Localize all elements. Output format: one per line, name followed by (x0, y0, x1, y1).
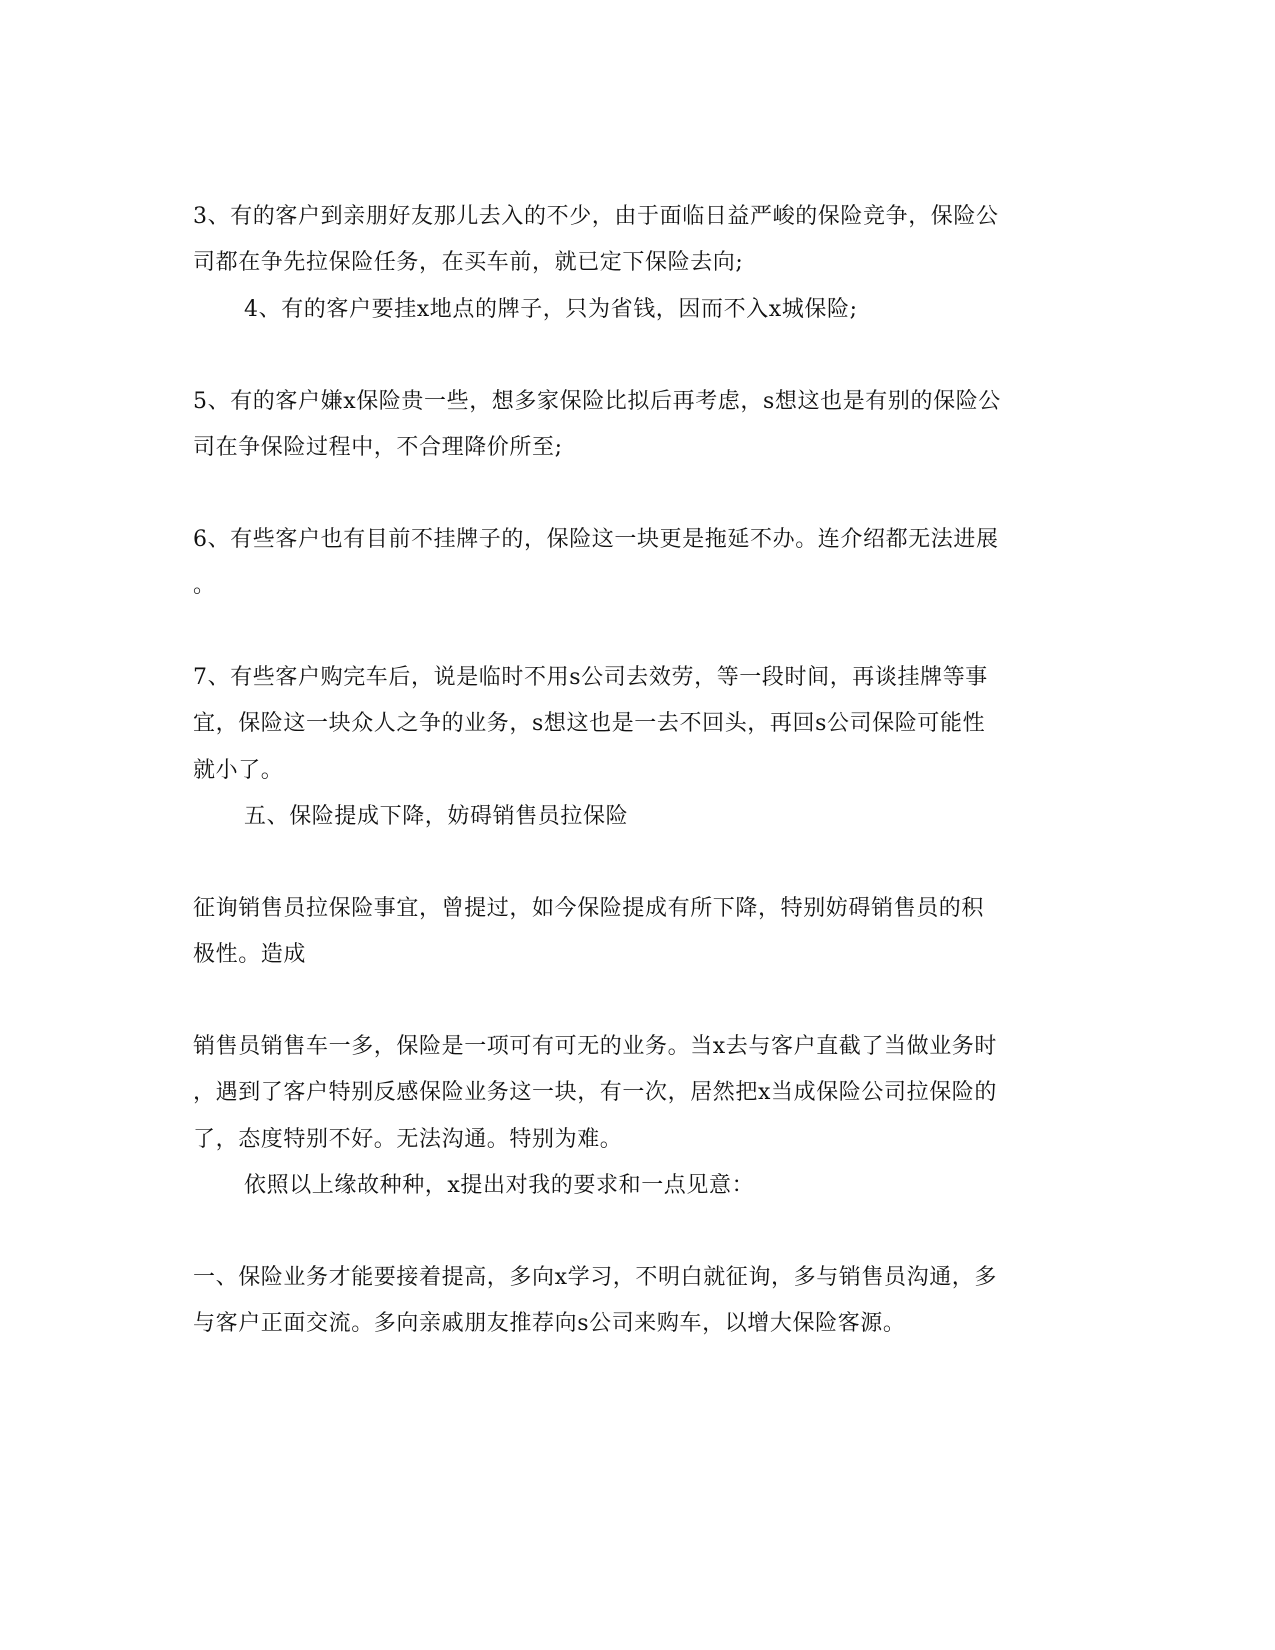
text-line: 征询销售员拉保险事宜，曾提过，如今保险提成有所下降，特别妨碍销售员的积 (193, 896, 985, 921)
text-line: 宜，保险这一块众人之争的业务，s想这也是一去不回头，再回s公司保险可能性 (193, 711, 986, 736)
text-line: 了，态度特别不好。无法沟通。特别为难。 (193, 1127, 623, 1152)
text-line: 与客户正面交流。多向亲戚朋友推荐向s公司来购车，以增大保险客源。 (193, 1311, 906, 1336)
text-line: 6、有些客户也有目前不挂牌子的，保险这一块更是拖延不办。连介绍都无法进展 (193, 527, 999, 552)
text-line: 4、有的客户要挂x地点的牌子，只为省钱，因而不入x城保险; (244, 297, 858, 322)
text-line: 依照以上缘故种种，x提出对我的要求和一点见意： (244, 1173, 755, 1198)
text-line: 司在争保险过程中，不合理降价所至; (193, 435, 563, 460)
text-line: ，遇到了客户特别反感保险业务这一块，有一次，居然把x当成保险公司拉保险的 (193, 1080, 998, 1105)
text-line: 极性。造成 (193, 942, 307, 967)
text-line: 7、有些客户购完车后，说是临时不用s公司去效劳，等一段时间，再谈挂牌等事 (193, 665, 988, 690)
text-line: 。 (193, 573, 216, 598)
text-line: 5、有的客户嫌x保险贵一些，想多家保险比拟后再考虑，s想这也是有别的保险公 (193, 389, 1001, 414)
section-heading: 五、保险提成下降，妨碍销售员拉保险 (244, 804, 629, 829)
text-line: 一、保险业务才能要接着提高，多向x学习，不明白就征询，多与销售员沟通，多 (193, 1265, 998, 1290)
text-line: 3、有的客户到亲朋好友那儿去入的不少，由于面临日益严峻的保险竞争，保险公 (193, 204, 999, 229)
text-line: 司都在争先拉保险任务，在买车前，就已定下保险去向; (193, 250, 744, 275)
text-line: 就小了。 (193, 758, 284, 783)
text-line: 销售员销售车一多，保险是一项可有可无的业务。当x去与客户直截了当做业务时 (193, 1034, 998, 1059)
